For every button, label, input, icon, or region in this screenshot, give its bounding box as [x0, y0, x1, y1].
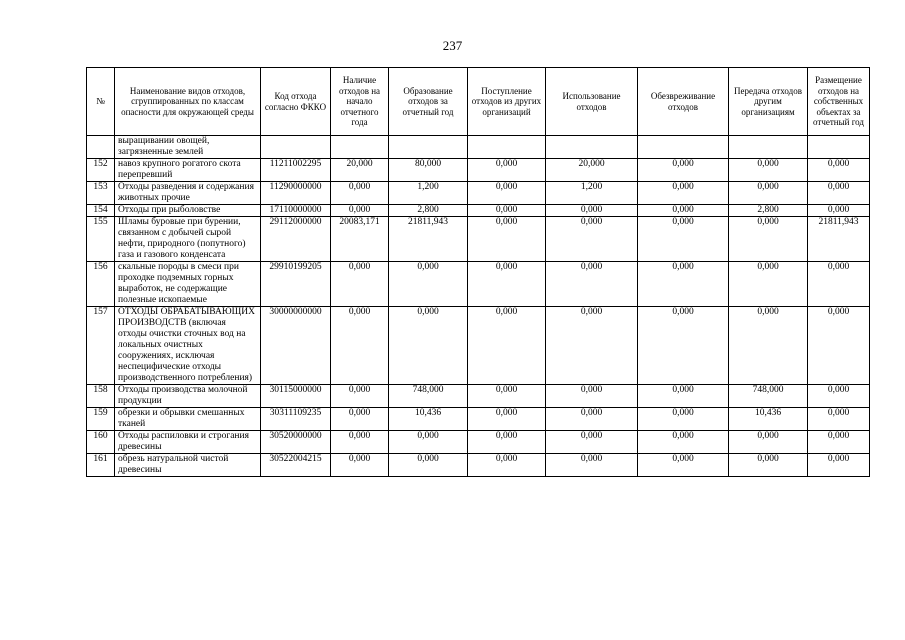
- cell-transferred: 0,000: [729, 431, 808, 454]
- cell-number: 161: [87, 454, 115, 477]
- cell-start-amount: 0,000: [331, 408, 389, 431]
- cell-used: 0,000: [546, 262, 638, 307]
- header-fkko-code: Код отхода согласно ФККО: [261, 68, 331, 136]
- table-row: [87, 262, 870, 307]
- cell-transferred: 10,436: [729, 408, 808, 431]
- cell-number: 155: [87, 217, 115, 262]
- header-waste-name: Наименование видов отходов, сгруппированных по классам опасности для окружающей среды: [115, 68, 261, 136]
- table-row: [87, 205, 870, 217]
- cell-formed: 0,000: [389, 262, 468, 307]
- cell-formed: 2,800: [389, 205, 468, 217]
- cell-start-amount: 0,000: [331, 431, 389, 454]
- cell-start-amount: 20083,171: [331, 217, 389, 262]
- cell-waste-name: навоз крупного рогатого скота перепревший: [115, 159, 261, 182]
- cell-transferred: 0,000: [729, 454, 808, 477]
- header-row: [87, 68, 870, 136]
- cell-used: 20,000: [546, 159, 638, 182]
- cell-transferred: 0,000: [729, 159, 808, 182]
- page-number: 237: [442, 38, 463, 53]
- cell-waste-name: Шламы буровые при бурении, связанном с добычей сырой нефти, природного (попутного) газа и газового конденсата: [115, 217, 261, 262]
- cell-used: [546, 136, 638, 159]
- waste-table: [86, 67, 870, 477]
- cell-neutralized: 0,000: [638, 205, 729, 217]
- cell-waste-name: обрезки и обрывки смешанных тканей: [115, 408, 261, 431]
- cell-formed: 0,000: [389, 454, 468, 477]
- table-row: [87, 217, 870, 262]
- table-row: [87, 385, 870, 408]
- cell-neutralized: 0,000: [638, 385, 729, 408]
- cell-fkko-code: 29112000000: [261, 217, 331, 262]
- cell-number: 160: [87, 431, 115, 454]
- cell-received: 0,000: [468, 408, 546, 431]
- cell-number: 153: [87, 182, 115, 205]
- cell-transferred: 0,000: [729, 182, 808, 205]
- cell-placed: 0,000: [808, 408, 870, 431]
- cell-neutralized: 0,000: [638, 307, 729, 385]
- cell-waste-name: Отходы производства молочной продукции: [115, 385, 261, 408]
- cell-placed: 0,000: [808, 431, 870, 454]
- table-row: [87, 136, 870, 159]
- header-formed: Образование отходов за отчетный год: [389, 68, 468, 136]
- cell-formed: 0,000: [389, 431, 468, 454]
- cell-received: 0,000: [468, 182, 546, 205]
- table-body: [87, 136, 870, 477]
- cell-placed: 0,000: [808, 454, 870, 477]
- cell-received: 0,000: [468, 385, 546, 408]
- cell-waste-name: Отходы распиловки и строгания древесины: [115, 431, 261, 454]
- cell-waste-name: Отходы при рыболовстве: [115, 205, 261, 217]
- cell-placed: 0,000: [808, 182, 870, 205]
- cell-placed: 0,000: [808, 307, 870, 385]
- table-row: [87, 431, 870, 454]
- header-placed: Размещение отходов на собственных объектах за отчетный год: [808, 68, 870, 136]
- cell-received: 0,000: [468, 159, 546, 182]
- cell-number: 154: [87, 205, 115, 217]
- cell-neutralized: [638, 136, 729, 159]
- cell-number: 158: [87, 385, 115, 408]
- header-neutralized: Обезвреживание отходов: [638, 68, 729, 136]
- cell-start-amount: 0,000: [331, 182, 389, 205]
- cell-formed: 21811,943: [389, 217, 468, 262]
- cell-waste-name: обрезь натуральной чистой древесины: [115, 454, 261, 477]
- cell-placed: [808, 136, 870, 159]
- cell-waste-name: Отходы разведения и содержания животных прочие: [115, 182, 261, 205]
- cell-fkko-code: 11290000000: [261, 182, 331, 205]
- cell-formed: 0,000: [389, 307, 468, 385]
- cell-start-amount: 20,000: [331, 159, 389, 182]
- cell-placed: 0,000: [808, 205, 870, 217]
- header-transferred: Передача отходов другим организациям: [729, 68, 808, 136]
- cell-fkko-code: 30115000000: [261, 385, 331, 408]
- cell-start-amount: 0,000: [331, 454, 389, 477]
- cell-number: 157: [87, 307, 115, 385]
- table-row: [87, 307, 870, 385]
- cell-neutralized: 0,000: [638, 454, 729, 477]
- cell-transferred: 2,800: [729, 205, 808, 217]
- cell-received: 0,000: [468, 205, 546, 217]
- cell-formed: [389, 136, 468, 159]
- cell-fkko-code: 11211002295: [261, 159, 331, 182]
- header-used: Использование отходов: [546, 68, 638, 136]
- cell-waste-name: скальные породы в смеси при проходке подземных горных выработок, не содержащие полезные ископаемые: [115, 262, 261, 307]
- cell-received: 0,000: [468, 431, 546, 454]
- cell-placed: 0,000: [808, 385, 870, 408]
- cell-number: 159: [87, 408, 115, 431]
- cell-start-amount: 0,000: [331, 262, 389, 307]
- cell-neutralized: 0,000: [638, 217, 729, 262]
- cell-start-amount: 0,000: [331, 205, 389, 217]
- table-row: [87, 454, 870, 477]
- cell-number: [87, 136, 115, 159]
- cell-start-amount: 0,000: [331, 307, 389, 385]
- cell-used: 0,000: [546, 307, 638, 385]
- cell-fkko-code: [261, 136, 331, 159]
- cell-used: 1,200: [546, 182, 638, 205]
- cell-received: 0,000: [468, 217, 546, 262]
- cell-fkko-code: 30520000000: [261, 431, 331, 454]
- cell-transferred: [729, 136, 808, 159]
- cell-start-amount: [331, 136, 389, 159]
- cell-neutralized: 0,000: [638, 262, 729, 307]
- cell-fkko-code: 30000000000: [261, 307, 331, 385]
- cell-number: 152: [87, 159, 115, 182]
- cell-fkko-code: 30522004215: [261, 454, 331, 477]
- table-row: [87, 159, 870, 182]
- cell-placed: 21811,943: [808, 217, 870, 262]
- cell-received: [468, 136, 546, 159]
- cell-formed: 80,000: [389, 159, 468, 182]
- cell-formed: 1,200: [389, 182, 468, 205]
- cell-transferred: 0,000: [729, 307, 808, 385]
- cell-used: 0,000: [546, 408, 638, 431]
- cell-received: 0,000: [468, 307, 546, 385]
- cell-start-amount: 0,000: [331, 385, 389, 408]
- cell-neutralized: 0,000: [638, 182, 729, 205]
- cell-fkko-code: 17110000000: [261, 205, 331, 217]
- cell-used: 0,000: [546, 454, 638, 477]
- cell-used: 0,000: [546, 431, 638, 454]
- cell-received: 0,000: [468, 262, 546, 307]
- cell-formed: 748,000: [389, 385, 468, 408]
- header-received: Поступление отходов из других организаций: [468, 68, 546, 136]
- cell-number: 156: [87, 262, 115, 307]
- header-start-amount: Наличие отходов на начало отчетного года: [331, 68, 389, 136]
- header-number: №: [87, 68, 115, 136]
- cell-used: 0,000: [546, 385, 638, 408]
- cell-received: 0,000: [468, 454, 546, 477]
- cell-formed: 10,436: [389, 408, 468, 431]
- cell-placed: 0,000: [808, 159, 870, 182]
- cell-used: 0,000: [546, 205, 638, 217]
- cell-waste-name: выращивании овощей, загрязненные землей: [115, 136, 261, 159]
- table-row: [87, 182, 870, 205]
- cell-neutralized: 0,000: [638, 431, 729, 454]
- cell-fkko-code: 29910199205: [261, 262, 331, 307]
- cell-transferred: 0,000: [729, 262, 808, 307]
- cell-transferred: 748,000: [729, 385, 808, 408]
- cell-fkko-code: 30311109235: [261, 408, 331, 431]
- cell-waste-name: ОТХОДЫ ОБРАБАТЫВАЮЩИХ ПРОИЗВОДСТВ (включая отходы очистки сточных вод на локальных очистных сооружениях, исключая неспецифические отходы производственного потребления): [115, 307, 261, 385]
- cell-transferred: 0,000: [729, 217, 808, 262]
- cell-placed: 0,000: [808, 262, 870, 307]
- cell-neutralized: 0,000: [638, 408, 729, 431]
- table-row: [87, 408, 870, 431]
- cell-used: 0,000: [546, 217, 638, 262]
- cell-neutralized: 0,000: [638, 159, 729, 182]
